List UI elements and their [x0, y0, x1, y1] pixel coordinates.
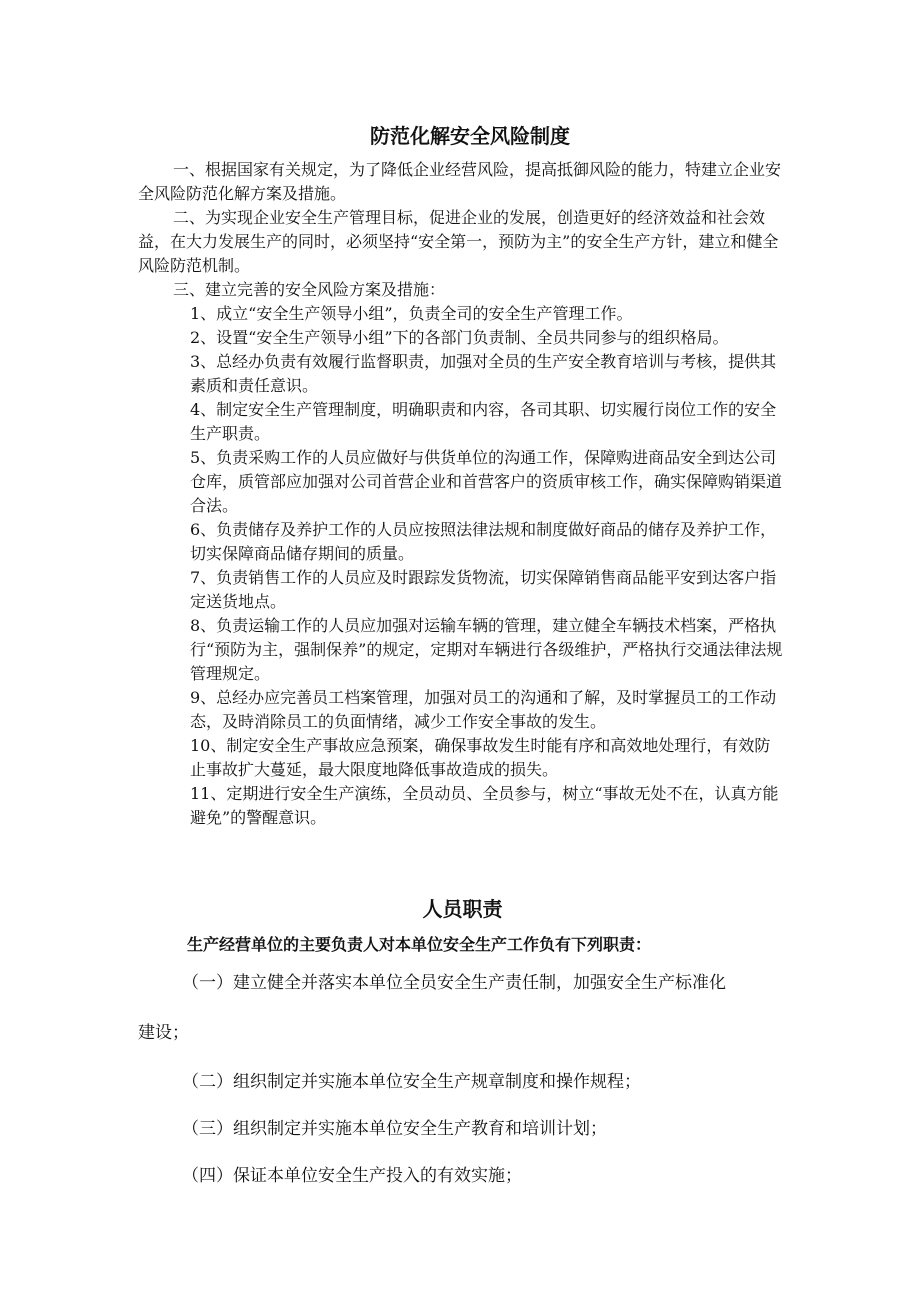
measure-item-9: 9、总经办应完善员工档案管理，加强对员工的沟通和了解，及时掌握员工的工作动态，及時消除员工的负面情绪，减少工作安全事故的发生。 — [190, 688, 777, 731]
paragraph-3: 三、建立完善的安全风险方案及措施： — [173, 280, 446, 299]
duty-3: （三）组织制定并实施本单位安全生产教育和培训计划； — [182, 1119, 607, 1139]
section1-body — [138, 158, 786, 830]
duty-4: （四）保证本单位安全生产投入的有效实施； — [182, 1166, 522, 1186]
measure-item-1: 1、成立“安全生产领导小组”，负责全司的安全生产管理工作。 — [190, 304, 633, 323]
measure-item-4: 4、制定安全生产管理制度，明确职责和内容，各司其职、切实履行岗位工作的安全生产职责。 — [190, 400, 777, 443]
paragraph-2: 二、为实现企业安全生产管理目标，促进企业的发展，创造更好的经济效益和社会效益，在大力发展生产的同时，必须坚持“安全第一，预防为主”的安全生产方针，建立和健全风险防范机制。 — [138, 208, 779, 275]
paragraph-1: 一、根据国家有关规定，为了降低企业经营风险，提高抵御风险的能力，特建立企业安全风险防范化解方案及措施。 — [138, 160, 782, 203]
measure-item-8: 8、负责运输工作的人员应加强对运输车辆的管理，建立健全车辆技术档案，严格执行“预防为主，强制保养”的规定，定期对车辆进行各级维护，严格执行交通法律法规管理规定。 — [190, 616, 783, 683]
measure-item-5: 5、负责采购工作的人员应做好与供货单位的沟通工作，保障购进商品安全到达公司仓库，质管部应加强对公司首营企业和首营客户的资质审核工作，确实保障购销渠道合法。 — [190, 448, 783, 515]
measure-item-2: 2、设置“安全生产领导小组”下的各部门负责制、全员共同参与的组织格局。 — [190, 328, 729, 347]
measure-item-7: 7、负责销售工作的人员应及时跟踪发货物流，切实保障销售商品能平安到达客户指定送货地点。 — [190, 568, 777, 611]
duty-2: （二）组织制定并实施本单位安全生产规章制度和操作规程； — [182, 1072, 641, 1092]
measure-item-11: 11、定期进行安全生产演练，全员动员、全员参与，树立“事故无处不在，认真方能避免”的警醒意识。 — [190, 784, 779, 827]
measure-item-6: 6、负责储存及养护工作的人员应按照法律法规和制度做好商品的储存及养护工作，切实保障商品储存期间的质量。 — [190, 520, 777, 563]
measure-item-10: 10、制定安全生产事故应急预案，确保事故发生时能有序和高效地处理行，有效防止事故扩大蔓延，最大限度地降低事故造成的损失。 — [190, 736, 771, 779]
duties-lead: 生产经营单位的主要负责人对本单位安全生产工作负有下列职责： — [187, 935, 652, 954]
duty-1-line-2: 建设； — [138, 1023, 189, 1043]
section1-title: 防范化解安全风险制度 — [370, 124, 570, 148]
duty-1-line-1: （一）建立健全并落实本单位全员安全生产责任制，加强安全生产标准化 — [182, 973, 726, 993]
section2-title: 人员职责 — [422, 897, 503, 921]
measure-item-3: 3、总经办负责有效履行监督职责，加强对全员的生产安全教育培训与考核，提供其素质和责任意识。 — [190, 352, 777, 395]
